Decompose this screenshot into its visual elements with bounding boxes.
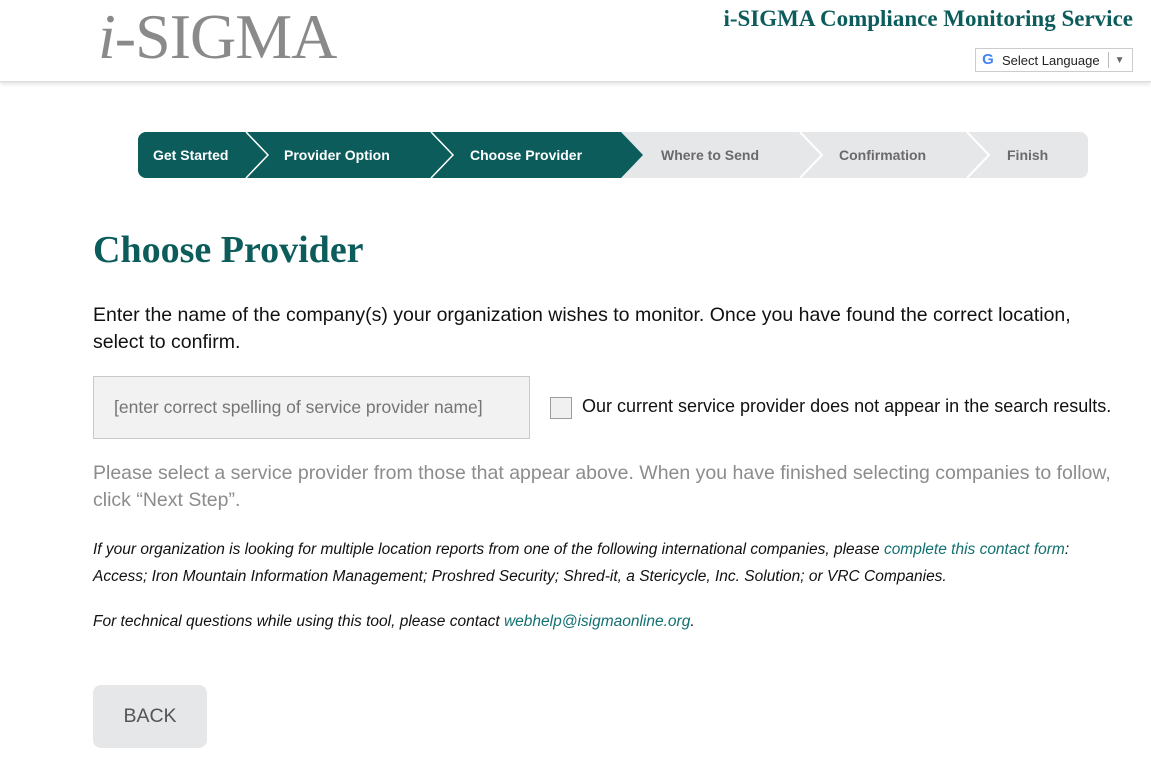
contact-form-link[interactable]: complete this contact form bbox=[883, 541, 1065, 558]
isigma-logo[interactable] bbox=[98, 2, 343, 72]
step-confirmation: Confirmation bbox=[839, 147, 927, 163]
stepper-separators bbox=[138, 132, 1088, 178]
back-button[interactable]: BACK bbox=[93, 685, 207, 748]
intro-text: Enter the name of the company(s) your organization wishes to monitor. Once you have found the correct location, select to confirm. bbox=[93, 304, 1071, 353]
language-selector-divider bbox=[1108, 52, 1109, 68]
page-title: Choose Provider bbox=[93, 229, 364, 271]
selection-hint: Please select a service provider from those that appear above. When you have finished selecting companies to follow, click “Next Step”. bbox=[93, 462, 1111, 511]
tech-text-before: For technical questions while using this tool, please contact bbox=[93, 613, 504, 630]
note-text-before: If your organization is looking for multiple location reports from one of the following international companies, please bbox=[93, 541, 884, 558]
logo-prefix: i- bbox=[98, 1, 136, 72]
site-header bbox=[0, 0, 1151, 82]
step-finish: Finish bbox=[1007, 147, 1049, 163]
webhelp-email-link[interactable]: webhelp@isigmaonline.org bbox=[503, 613, 691, 630]
tech-text-after: . bbox=[690, 613, 695, 630]
provider-not-found-checkbox[interactable] bbox=[550, 397, 572, 419]
international-companies-note bbox=[93, 536, 1123, 590]
step-provider-option[interactable]: Provider Option bbox=[284, 147, 390, 163]
chevron-down-icon[interactable]: ▼ bbox=[1114, 54, 1125, 66]
step-choose-provider[interactable]: Choose Provider bbox=[470, 147, 583, 163]
service-title: i-SIGMA Compliance Monitoring Service bbox=[723, 6, 1133, 31]
logo-main: SIGMA bbox=[135, 1, 337, 72]
note-text-after: : Access; Iron Mountain Information Management; Proshred Security; Shred-it, a Stericycle, Inc. Solution; or VRC Companies. bbox=[93, 541, 1070, 585]
provider-not-found-label[interactable]: Our current service provider does not appear in the search results. bbox=[582, 396, 1112, 416]
provider-search-input[interactable] bbox=[93, 376, 530, 439]
google-g-icon: G bbox=[982, 51, 994, 68]
language-selector-label: Select Language bbox=[1002, 52, 1100, 68]
language-selector[interactable] bbox=[975, 48, 1133, 72]
step-where-to-send: Where to Send bbox=[661, 147, 760, 163]
progress-stepper bbox=[138, 132, 1088, 178]
step-get-started[interactable]: Get Started bbox=[153, 147, 229, 163]
technical-help-note bbox=[93, 610, 695, 634]
